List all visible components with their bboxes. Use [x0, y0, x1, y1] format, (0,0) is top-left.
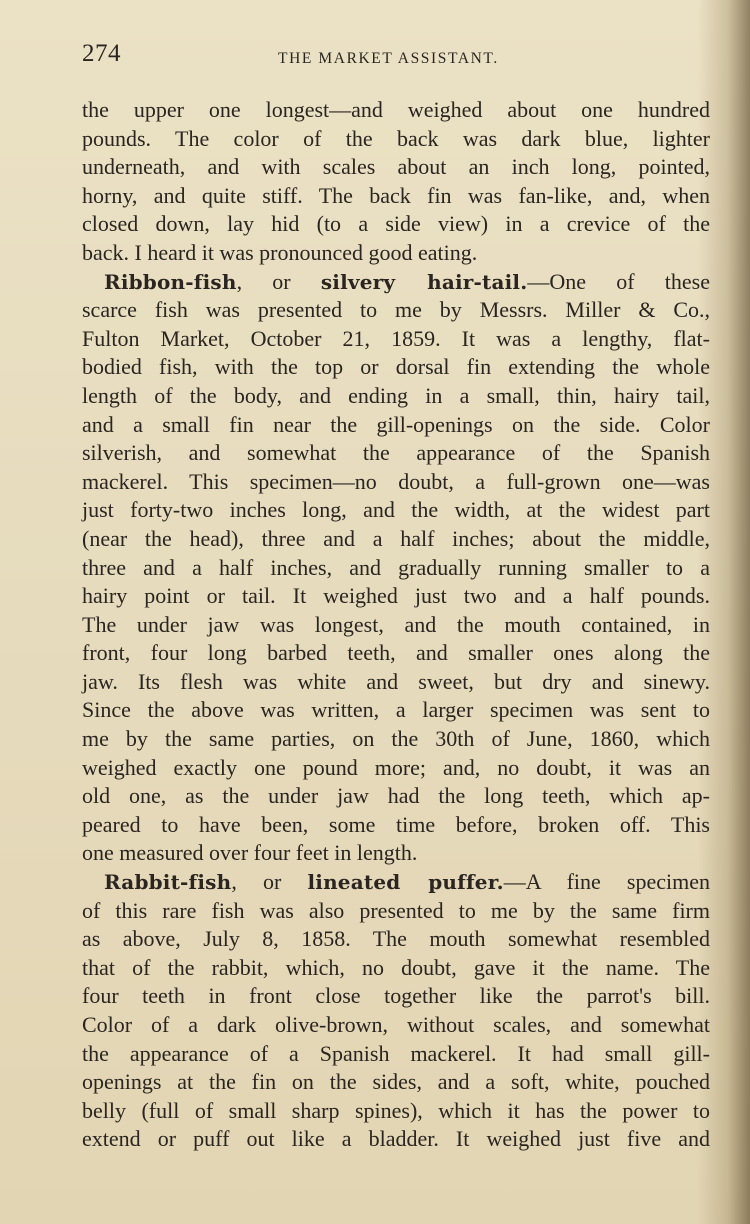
- text-line: jaw. Its flesh was white and sweet, but dry and sinewy.: [82, 668, 710, 694]
- text-run: —A fine specimen: [503, 869, 710, 895]
- text-line: [82, 268, 710, 297]
- text-line: Since the above was written, a larger specimen was sent to: [82, 697, 710, 723]
- text-line: back. I heard it was pronounced good eating.: [82, 239, 478, 265]
- page-number: 274: [82, 40, 121, 67]
- text-line: as above, July 8, 1858. The mouth somewhat resembled: [82, 926, 710, 952]
- text-line: four teeth in front close together like the parrot's bill.: [82, 983, 710, 1009]
- text-line: horny, and quite stiff. The back fin was fan-like, and, when: [82, 182, 710, 208]
- text-line: front, four long barbed teeth, and smaller ones along the: [82, 640, 710, 666]
- text-line: weighed exactly one pound more; and, no doubt, it was an: [82, 754, 710, 780]
- text-line: Color of a dark olive-brown, without scales, and somewhat: [82, 1012, 710, 1037]
- text-line: that of the rabbit, which, no doubt, gave it the name. The: [82, 954, 710, 980]
- text-line: the upper one longest—and weighed about one hundred: [82, 97, 710, 122]
- text-line: of this rare fish was also presented to me by the same firm: [82, 897, 710, 923]
- text-line: extend or puff out like a bladder. It weighed just five and: [82, 1126, 710, 1152]
- text-line: and a small fin near the gill-openings on the side. Color: [82, 411, 710, 437]
- text-line: silverish, and somewhat the appearance of the Spanish: [82, 440, 710, 466]
- entry-heading: lineated puffer.: [307, 870, 504, 895]
- heading-conjunction: , or: [231, 869, 308, 895]
- text-line: scarce fish was presented to me by Messrs. Miller & Co.,: [82, 297, 710, 323]
- text-line: The under jaw was longest, and the mouth contained, in: [82, 611, 710, 637]
- text-line: peared to have been, some time before, broken off. This: [82, 811, 710, 837]
- entry-heading: silvery hair-tail.: [320, 269, 528, 294]
- text-line: bodied fish, with the top or dorsal fin extending the whole: [82, 354, 710, 380]
- page-header: [82, 40, 710, 74]
- text-line: closed down, lay hid (to a side view) in a crevice of the: [82, 211, 710, 237]
- text-line: me by the same parties, on the 30th of June, 1860, which: [82, 726, 710, 752]
- body-text: [82, 96, 710, 1154]
- text-line: mackerel. This specimen—no doubt, a full-grown one—was: [82, 468, 710, 494]
- text-line: [82, 868, 710, 897]
- text-line: length of the body, and ending in a small, thin, hairy tail,: [82, 382, 710, 408]
- paragraph-ribbon-fish: [82, 268, 710, 868]
- text-line: the appearance of a Spanish mackerel. It had small gill-: [82, 1040, 710, 1066]
- text-line: hairy point or tail. It weighed just two and a half pounds.: [82, 583, 710, 609]
- text-line: pounds. The color of the back was dark blue, lighter: [82, 125, 710, 151]
- text-line: Fulton Market, October 21, 1859. It was a lengthy, flat-: [82, 325, 710, 351]
- entry-heading: Ribbon-fish: [104, 269, 237, 294]
- text-line: underneath, and with scales about an inch long, pointed,: [82, 154, 710, 180]
- text-line: one measured over four feet in length.: [82, 840, 418, 866]
- text-line: belly (full of small sharp spines), which it has the power to: [82, 1097, 710, 1123]
- heading-conjunction: , or: [236, 268, 321, 294]
- paragraph-rabbit-fish: [82, 868, 710, 1154]
- text-line: openings at the fin on the sides, and a soft, white, pouched: [82, 1069, 710, 1095]
- text-line: just forty-two inches long, and the width, at the widest part: [82, 497, 710, 523]
- text-line: three and a half inches, and gradually running smaller to a: [82, 554, 710, 580]
- entry-heading: Rabbit-fish: [104, 870, 232, 895]
- text-run: —One of these: [527, 268, 710, 294]
- running-head: THE MARKET ASSISTANT.: [278, 50, 499, 67]
- text-line: (near the head), three and a half inches; about the middle,: [82, 525, 710, 551]
- paragraph-continued: [82, 96, 710, 268]
- text-line: old one, as the under jaw had the long teeth, which ap-: [82, 783, 710, 809]
